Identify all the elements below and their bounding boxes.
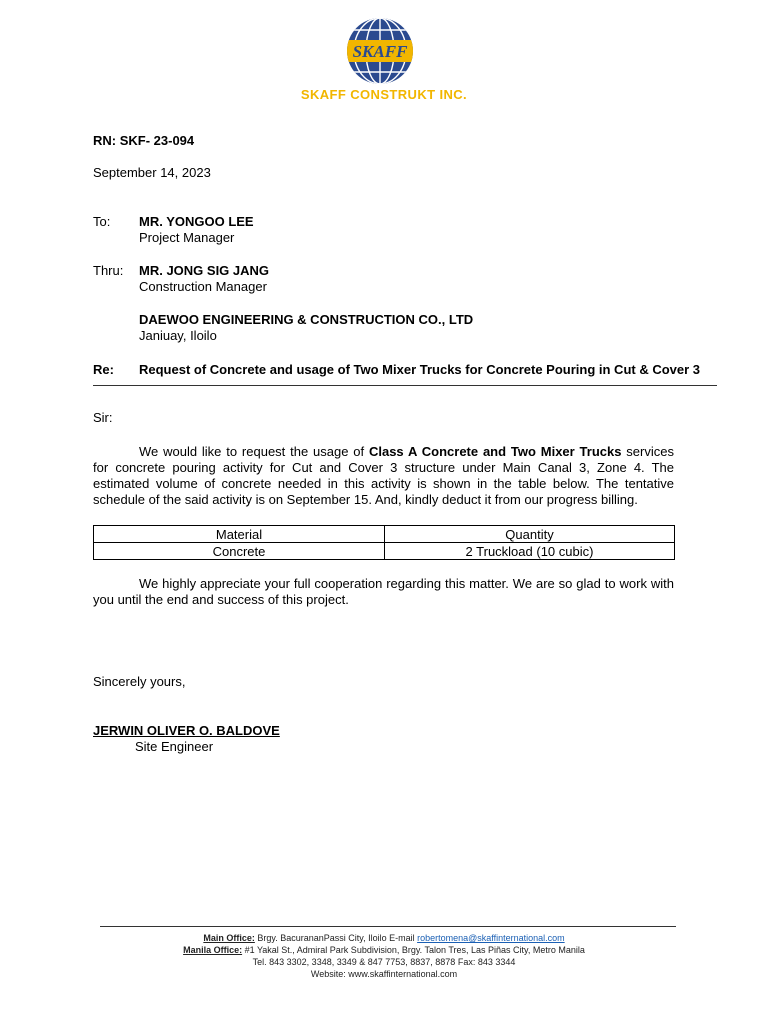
table-header-material: Material: [94, 526, 385, 543]
table-cell-quantity: 2 Truckload (10 cubic): [385, 543, 675, 560]
to-label: To:: [93, 214, 111, 229]
logo-text: SKAFF: [352, 42, 408, 61]
footer-main-label: Main Office:: [203, 933, 255, 943]
thru-name: MR. JONG SIG JANG: [139, 263, 270, 278]
para1-intro: We would like to request the usage of: [139, 444, 369, 459]
thru-label: Thru:: [93, 263, 124, 278]
footer-telephone: Tel. 843 3302, 3348, 3349 & 847 7753, 8837, 8878 Fax: 843 3344: [252, 957, 516, 967]
signatory-name: JERWIN OLIVER O. BALDOVE: [93, 723, 280, 738]
footer-website: Website: www.skaffinternational.com: [310, 969, 458, 979]
footer-main-office: [0, 932, 768, 944]
table-header-row: [94, 526, 675, 543]
letter-date: September 14, 2023: [93, 165, 211, 180]
recipient-name: MR. YONGOO LEE: [139, 214, 254, 229]
company-logo: [345, 16, 415, 86]
company-name: SKAFF CONSTRUKT INC.: [300, 87, 468, 102]
footer-main-text: Brgy. BacurananPassi City, Iloilo E-mail: [254, 933, 418, 943]
reference-number: RN: SKF- 23-094: [93, 133, 195, 148]
body-paragraph-1: [93, 444, 674, 508]
subject-divider: [93, 385, 717, 386]
footer-manila-text: #1 Yakal St., Admiral Park Subdivision, Brgy. Talon Tres, Las Piñas City, Metro Manila: [242, 945, 585, 955]
table-header-quantity: Quantity: [385, 526, 675, 543]
para2-text: We highly appreciate your full cooperation regarding this matter. We are so glad to work with you until the end and success of this project.: [93, 576, 674, 607]
recipient-company: DAEWOO ENGINEERING & CONSTRUCTION CO., LTD: [139, 312, 474, 327]
para1-rest: services for concrete pouring activity for Cut and Cover 3 structure under Main Canal 3, Zone 4. The estimated volume of concrete needed in this activity is shown in the table below. The tentative schedule of the said activity is on September 15. And, kindly deduct it from our progress billing.: [93, 444, 674, 507]
signatory-title: Site Engineer: [135, 739, 214, 754]
footer-manila-label: Manila Office:: [183, 945, 243, 955]
para1-highlight: Class A Concrete and Two Mixer Trucks: [368, 444, 622, 459]
closing: Sincerely yours,: [93, 674, 186, 689]
recipient-location: Janiuay, Iloilo: [139, 328, 217, 343]
re-label: Re:: [93, 362, 114, 377]
salutation: Sir:: [93, 410, 113, 425]
footer-email-link[interactable]: robertomena@skaffinternational.com: [417, 933, 565, 943]
subject-line: Request of Concrete and usage of Two Mixer Trucks for Concrete Pouring in Cut & Cover 3: [139, 362, 701, 377]
recipient-title: Project Manager: [139, 230, 235, 245]
table-cell-material: Concrete: [94, 543, 385, 560]
material-table: [93, 525, 675, 560]
body-paragraph-2: [93, 576, 674, 608]
footer-manila-office: [0, 944, 768, 956]
table-row: [94, 543, 675, 560]
thru-title: Construction Manager: [139, 279, 267, 294]
footer-divider: [100, 926, 676, 927]
